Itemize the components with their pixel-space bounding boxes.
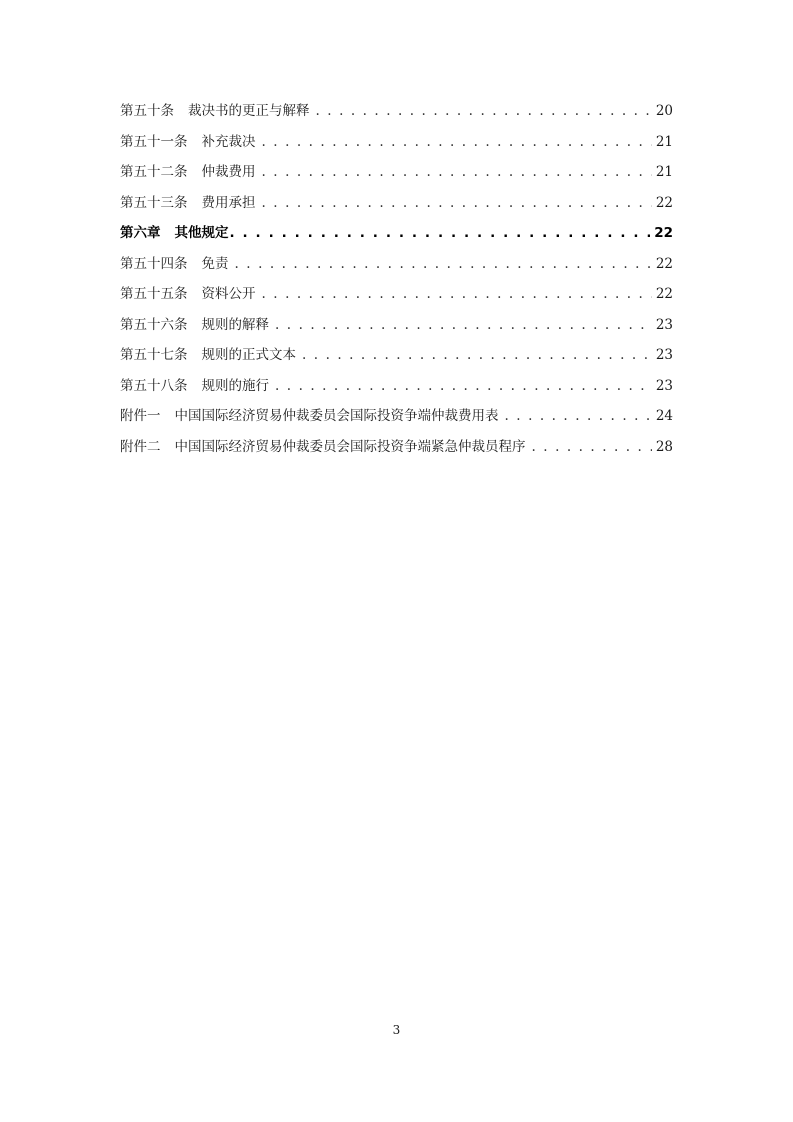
toc-entry-article-58[interactable]	[120, 371, 673, 402]
toc-entry-chapter-6[interactable]	[120, 218, 673, 249]
toc-entry-page: 21	[655, 133, 673, 150]
toc-entry-page: 23	[655, 316, 673, 333]
toc-entry-article-54[interactable]	[120, 249, 673, 280]
toc-entry-title: 规则的解释	[201, 316, 269, 333]
toc-entry-appendix-2[interactable]	[120, 432, 673, 463]
toc-entry-page: 22	[654, 225, 673, 241]
toc-entry-article-53[interactable]	[120, 188, 673, 219]
dot-leader	[235, 249, 652, 280]
toc-entry-label	[120, 401, 499, 432]
toc-entry-page: 22	[655, 255, 673, 272]
dot-leader	[275, 310, 652, 341]
toc-entry-number: 第六章	[120, 225, 161, 241]
toc-entry-label	[120, 157, 256, 188]
toc-entry-article-56[interactable]	[120, 310, 673, 341]
toc-entry-title: 费用承担	[201, 194, 256, 211]
toc-entry-page: 21	[655, 164, 673, 180]
dot-leader	[262, 279, 652, 310]
toc-entry-page: 20	[655, 103, 673, 119]
toc-entry-number: 附件二	[120, 438, 161, 455]
toc-entry-number: 第五十五条	[120, 286, 188, 302]
toc-entry-number: 第五十七条	[120, 347, 188, 363]
toc-entry-number: 第五十二条	[120, 164, 188, 180]
toc-entry-page: 23	[655, 377, 673, 394]
toc-entry-page: 28	[655, 438, 673, 455]
toc-entry-label	[120, 432, 526, 463]
toc-entry-title: 规则的施行	[201, 377, 269, 394]
toc-entry-title: 免责	[201, 255, 229, 272]
toc-entry-number: 第五十一条	[120, 133, 188, 150]
toc-entry-number: 第五十六条	[120, 316, 188, 333]
dot-leader	[302, 340, 652, 371]
page-number: 3	[392, 1023, 401, 1037]
dot-leader	[262, 188, 652, 219]
toc-entry-number: 第五十四条	[120, 255, 188, 272]
toc-entry-label	[120, 279, 256, 310]
toc-entry-number: 附件一	[120, 408, 161, 424]
dot-leader	[230, 218, 651, 249]
toc-entry-label	[120, 188, 256, 219]
toc-entry-title: 裁决书的更正与解释	[188, 103, 310, 119]
dot-leader	[275, 371, 652, 402]
toc-entry-page: 24	[655, 408, 673, 424]
toc-entry-label	[120, 371, 269, 402]
toc-entry-page: 22	[655, 194, 673, 211]
toc-entry-number: 第五十八条	[120, 377, 188, 394]
toc-entry-title: 中国国际经济贸易仲裁委员会国际投资争端紧急仲裁员程序	[174, 438, 526, 455]
table-of-contents	[120, 96, 673, 462]
dot-leader	[532, 432, 652, 463]
toc-entry-title: 规则的正式文本	[201, 347, 296, 363]
dot-leader	[262, 127, 652, 158]
toc-entry-page: 22	[655, 286, 673, 302]
toc-entry-title: 其他规定	[174, 225, 229, 241]
toc-entry-title: 补充裁决	[201, 133, 256, 150]
toc-entry-label	[120, 249, 229, 280]
toc-entry-label	[120, 96, 310, 127]
toc-entry-label	[120, 310, 269, 341]
toc-entry-label	[120, 127, 256, 158]
toc-entry-number: 第五十条	[120, 103, 174, 119]
toc-entry-title: 仲裁费用	[201, 164, 256, 180]
toc-entry-article-50[interactable]	[120, 96, 673, 127]
toc-entry-title: 中国国际经济贸易仲裁委员会国际投资争端仲裁费用表	[174, 408, 499, 424]
toc-entry-number: 第五十三条	[120, 194, 188, 211]
toc-entry-appendix-1[interactable]	[120, 401, 673, 432]
toc-entry-label	[120, 218, 229, 249]
toc-entry-article-57[interactable]	[120, 340, 673, 371]
dot-leader	[262, 157, 652, 188]
toc-entry-title: 资料公开	[201, 286, 256, 302]
toc-entry-article-51[interactable]	[120, 127, 673, 158]
toc-entry-label	[120, 340, 296, 371]
toc-entry-article-55[interactable]	[120, 279, 673, 310]
dot-leader	[505, 401, 652, 432]
dot-leader	[316, 96, 652, 127]
toc-entry-article-52[interactable]	[120, 157, 673, 188]
toc-entry-page: 23	[655, 347, 673, 363]
